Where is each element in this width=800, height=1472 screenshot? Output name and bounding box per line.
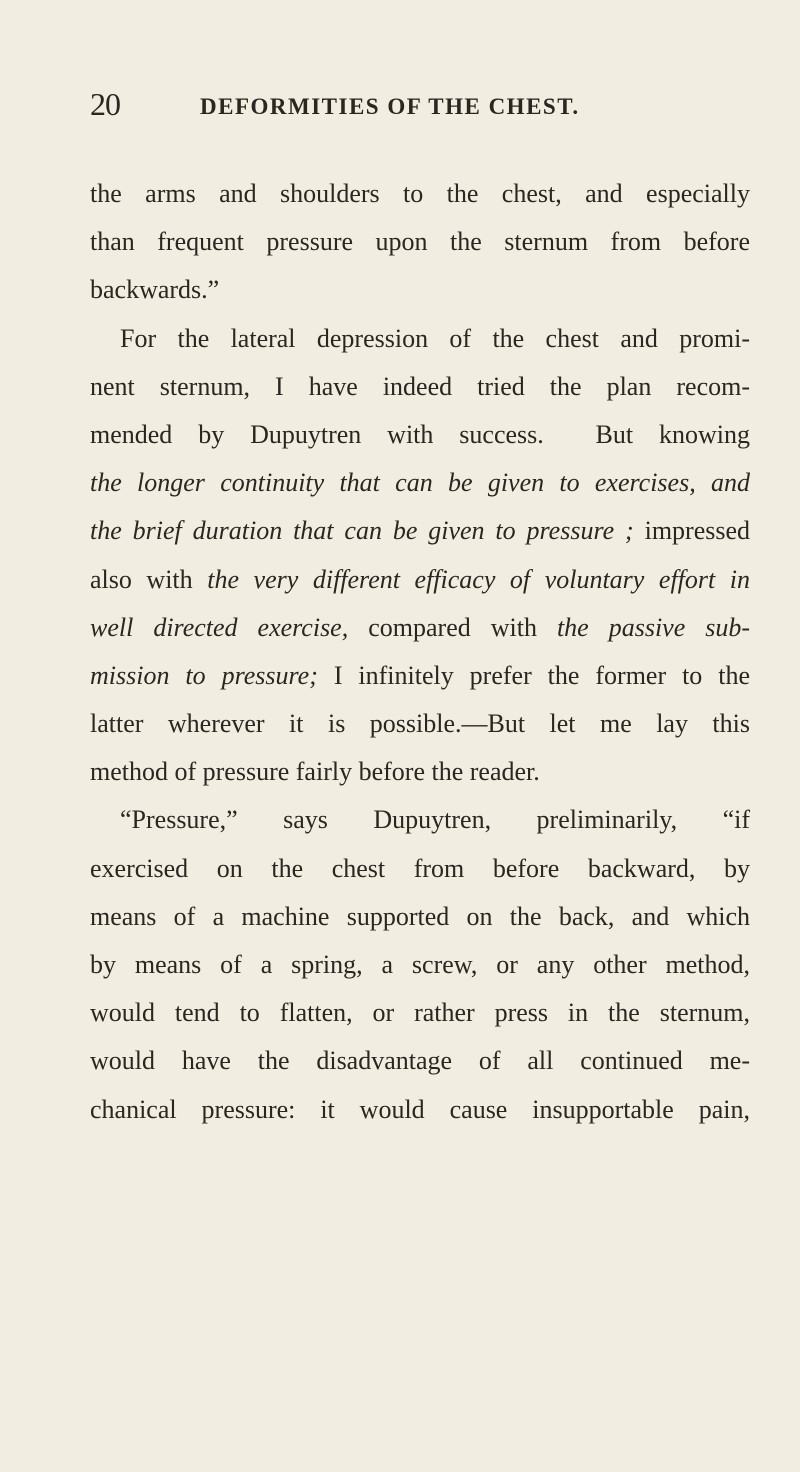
italic-text: the very different efficacy of voluntary effort in: [207, 564, 751, 594]
body-text: [90, 170, 750, 1134]
paragraph-start-line: For the lateral depression of the chest and promi-: [120, 323, 750, 353]
text-line: mended by Dupuytren with success. But knowing: [90, 419, 750, 449]
text-line: method of pressure fairly before the reader.: [90, 757, 540, 787]
text-line: also with the very different efficacy of voluntary effort in: [90, 564, 751, 594]
italic-text: the longer continuity that can be given to exercises, and: [90, 468, 750, 498]
page-number: 20: [90, 86, 120, 122]
text-line: backwards.”: [90, 275, 220, 305]
text-line: [90, 459, 750, 507]
italic-text: mission to pressure;: [90, 660, 318, 690]
running-head: [90, 86, 750, 126]
paragraph-start-line: “Pressure,” says Dupuytren, preliminarily, “if: [120, 805, 750, 835]
text-line: mission to pressure; I infinitely prefer the former to the: [90, 660, 750, 690]
text-line: the arms and shoulders to the chest, and especially: [90, 179, 750, 208]
text-line: means of a machine supported on the back, and which: [90, 901, 750, 931]
text-line: chanical pressure: it would cause insupportable pain,: [90, 1094, 750, 1124]
italic-text: well directed exercise,: [90, 612, 349, 642]
italic-text: the passive sub-: [556, 612, 751, 642]
text-line: exercised on the chest from before backward, by: [90, 853, 750, 883]
running-title: DEFORMITIES OF THE CHEST.: [200, 94, 580, 119]
text-line: by means of a spring, a screw, or any other method,: [90, 950, 750, 979]
italic-text: the brief duration that can be given to pressure ;: [90, 516, 634, 546]
text-line: well directed exercise, compared with the passive sub-: [90, 612, 751, 642]
text-line: the brief duration that can be given to pressure ; impressed: [90, 516, 751, 546]
text-line: than frequent pressure upon the sternum from before: [90, 227, 750, 257]
text-line: would have the disadvantage of all continued me-: [90, 1046, 750, 1076]
text-line: would tend to flatten, or rather press in the sternum,: [90, 998, 750, 1028]
text-line: latter wherever it is possible.—But let me lay this: [90, 709, 750, 739]
text-line: nent sternum, I have indeed tried the plan recom-: [90, 371, 750, 401]
